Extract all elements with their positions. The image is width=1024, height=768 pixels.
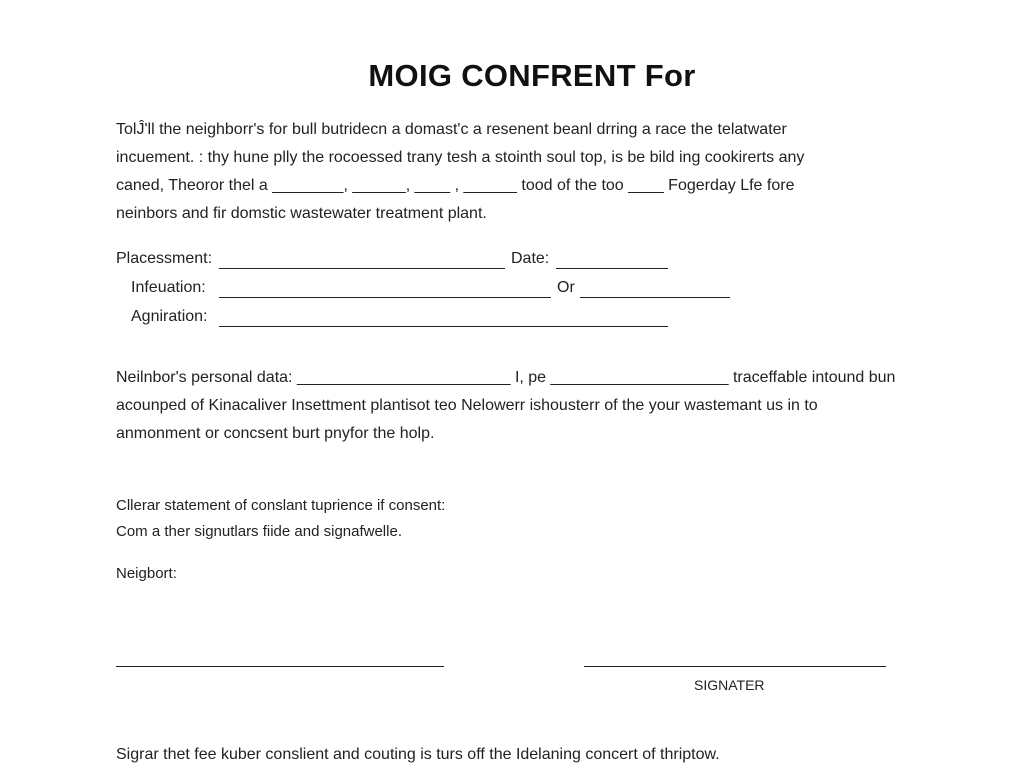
- date-input-line[interactable]: [556, 268, 668, 269]
- date-label: Date:: [511, 250, 550, 267]
- intro-line-2: incuement. : thy hune plly the rocoessed trany tesh a stointh soul top, is be bild ing cookirerts any: [116, 149, 805, 166]
- signatures-line: Com a ther signutlars fiide and signafwelle.: [116, 523, 402, 540]
- neighbor-label: Neigbort:: [116, 565, 177, 582]
- agniration-label: Agniration:: [131, 308, 208, 325]
- placement-input-line[interactable]: [219, 268, 505, 269]
- personal-data-paragraph: [116, 364, 916, 448]
- or-label: Or: [557, 279, 575, 296]
- infeuation-label: Infeuation:: [131, 279, 206, 296]
- neighbor-signature-line[interactable]: [116, 666, 444, 667]
- or-input-line[interactable]: [580, 297, 730, 298]
- intro-line-1: TolĴ'll the neighborr's for bull butridecn a domast'c a resenent beanl drring a race the telatwater: [116, 121, 787, 138]
- signature-line[interactable]: [584, 666, 886, 667]
- signature-label: SIGNATER: [694, 677, 765, 693]
- agniration-input-line[interactable]: [219, 326, 668, 327]
- intro-line-4: neinbors and fir domstic wastewater treatment plant.: [116, 205, 487, 222]
- personal-line-1: Neilnbor's personal data: ________________________ I, pe ____________________ traceffable intound bun: [116, 369, 896, 386]
- personal-line-3: anmonment or concsent burt pnyfor the holp.: [116, 425, 435, 442]
- footer-text: Sigrar thet fee kuber conslient and couting is turs off the Idelaning concert of thriptow.: [116, 746, 720, 763]
- infeuation-input-line[interactable]: [219, 297, 551, 298]
- intro-line-3: caned, Theoror thel a ________, ______, ____ , ______ tood of the too ____ Fogerday Lfe fore: [116, 177, 795, 194]
- intro-paragraph: [116, 116, 916, 228]
- placement-label: Placessment:: [116, 250, 213, 267]
- consent-statement-label: Cllerar statement of conslant tuprience if consent:: [116, 497, 446, 514]
- personal-line-2: acounped of Kinacaliver Insettment plantisot teo Nelowerr ishousterr of the your wastemant us in to: [116, 397, 818, 414]
- form-title: MOIG CONFRENT For: [368, 58, 696, 93]
